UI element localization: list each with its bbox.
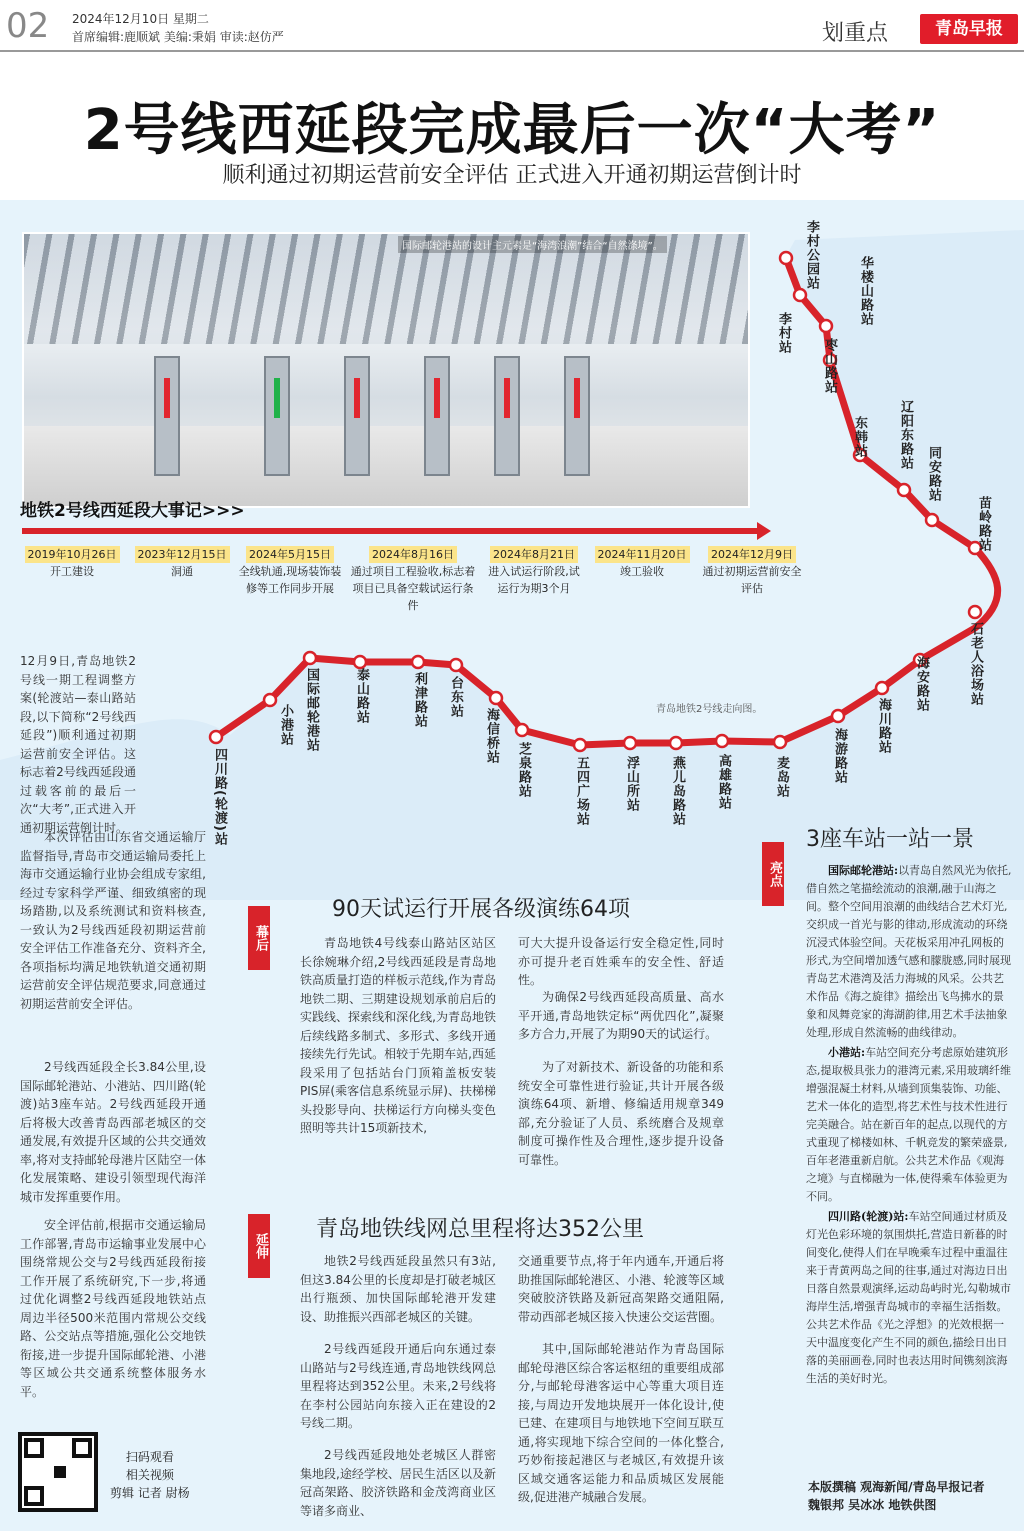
byline-line: 魏银邦 吴冰冰 地铁供图	[808, 1498, 937, 1512]
byline-line: 本版撰稿 观海新闻/青岛早报记者	[808, 1480, 985, 1494]
event-date: 2023年12月15日	[135, 546, 230, 563]
station-label: 辽阳东路站	[898, 400, 913, 470]
body-paragraph: 为确保2号线西延段高质量、高水平开通,青岛地铁定标“两优四化”,凝聚多方合力,开展了为期90天的试运行。	[518, 990, 724, 1041]
photo-caption: 国际邮轮港站的设计主元素是“海湾浪潮”结合“自然涤境”。	[398, 236, 667, 253]
event-date: 2024年8月16日	[369, 546, 457, 563]
qr-caption-line: 相关视频	[125, 1468, 174, 1482]
station-name: 四川路(轮渡)站:	[828, 1210, 909, 1223]
station-label: 李村公园站	[804, 220, 819, 290]
qr-caption	[110, 1448, 190, 1502]
event-text: 竣工验收	[620, 565, 664, 578]
body-paragraph: 安全评估前,根据市交通运输局工作部署,青岛市运输事业发展中心围绕常规公交与2号线西延段衔接工作开展了系统研究,下一步,将通过优化调整2号线西延段地铁站点周边半径500米范围内常规公交线路、公交站点等措施,强化公交地铁衔接,进一步提升国际邮轮港、小港等区域公共交通系统整体服务水平。	[20, 1218, 206, 1399]
section-title: 青岛地铁线网总里程将达352公里	[316, 1217, 644, 1242]
event-date: 2024年11月20日	[595, 546, 690, 563]
station-name: 国际邮轮港站:	[828, 864, 899, 877]
station-description: 车站空间充分考虑原始建筑形态,提取极具张力的港湾元素,采用玻璃纤维增强混凝土材料,从墙到顶集装饰、功能、艺术一体化的造型,将艺术性与技术性进行完美融合。站在新百年的起点,以现代的方式重现了梯楼如林、千帆竞发的繁荣盛景,百年老港重新启航。公共艺术作品《观海之境》与直梯融为一体,使得乘车体验更为不同。	[806, 1046, 1011, 1203]
event-date: 2019年10月26日	[25, 546, 120, 563]
body-paragraph: 为了对新技术、新设备的功能和系统安全可靠性进行验证,共计开展各级演练64项、新增、修编适用规章349部,充分验证了人员、系统磨合及规章制度可操作性及合理性,逐步提升设备可靠性。	[518, 1060, 724, 1167]
event-text: 进入试运行阶段,试运行为期3个月	[488, 565, 580, 595]
event-text: 通过初期运营前安全评估	[702, 565, 802, 595]
station-label: 五四广场站	[574, 756, 589, 826]
station-label: 石老人浴场站	[968, 622, 983, 706]
qr-caption-line: 扫码观看	[125, 1450, 174, 1464]
qr-code[interactable]	[18, 1432, 98, 1512]
station-name: 小港站:	[828, 1046, 866, 1059]
editors-line: 首席编辑:鹿顺斌 美编:秉娟 审读:赵仿严	[72, 30, 284, 44]
station-label: 李村站	[776, 312, 791, 354]
station-label: 苗岭路站	[976, 496, 991, 552]
date-line: 2024年12月10日 星期二	[72, 12, 209, 26]
station-label: 同安路站	[926, 446, 941, 502]
station-label: 海川路站	[876, 698, 891, 754]
station-label: 四川路(轮渡)站	[212, 748, 227, 846]
station-label: 国际邮轮港站	[304, 668, 319, 752]
event-text: 全线轨通,现场装饰装修等工作同步开展	[238, 565, 342, 595]
section-title: 90天试运行开展各级演练64项	[332, 897, 630, 922]
station-label: 东韩站	[852, 416, 867, 458]
page-number: 02	[6, 6, 50, 46]
station-label: 泰山路站	[354, 668, 369, 724]
body-paragraph: 2号线西延段全长3.84公里,设国际邮轮港站、小港站、四川路(轮渡)站3座车站。2号线西延段开通后将极大改善青岛西部老城区的交通发展,有效提升区域的公共交通效率,将对支持邮轮母港片区陆空一体化发展策略、建设引领型现代海洋城市发挥重要作用。	[20, 1060, 206, 1204]
station-label: 燕儿岛路站	[670, 756, 685, 826]
body-paragraph: 地铁2号线西延段虽然只有3站,但这3.84公里的长度却是打破老城区出行瓶颈、加快国际邮轮港开发建设、助推振兴西部老城区的关键。	[300, 1254, 496, 1324]
station-description: 以青岛自然风光为依托,借自然之笔描绘流动的浪潮,融于山海之间。整个空间用浪潮的曲线结合艺术灯光,交织成一首光与影的律动,形成流动的环绕沉浸式体验空间。天花板采用冲孔网板的形式,为空间增加透气感和朦胧感,同时展现青岛艺术港湾及活力海城的风采。公共艺术作品《海之旋律》描绘出飞鸟拂水的景象和凤舞竞家的海湖韵律,用艺术手法抽象处理,形成自然流畅的曲线律动。	[806, 864, 1012, 1039]
section-tag: 亮点	[762, 842, 784, 906]
station-label: 海安路站	[914, 656, 929, 712]
section-tag: 延伸	[248, 1214, 270, 1278]
event-date: 2024年8月21日	[490, 546, 578, 563]
body-paragraph: 其中,国际邮轮港站作为青岛国际邮轮母港区综合客运枢纽的重要组成部分,与邮轮母港客运中心等重大项目连接,与周边开发地块展开一体化设计,使已建、在建项目与地铁地下空间互联互通,将实现地下综合空间的一体化整合,巧妙衔接起港区与老城区,有效提升该区域交通客运能力和品质城区发展能级,促进港产城融合发展。	[518, 1342, 724, 1504]
body-paragraph: 2号线西延段开通后向东通过泰山路站与2号线连通,青岛地铁线网总里程将达到352公里。未来,2号线将在李村公园站向东接入正在建设的2号线二期。	[300, 1342, 496, 1430]
header-info	[72, 10, 284, 46]
section-title: 3座车站一站一景	[806, 827, 974, 852]
station-label: 海信桥站	[484, 708, 499, 764]
qr-caption-line: 剪辑 记者 尉杨	[110, 1486, 190, 1500]
section-tag: 幕后	[248, 906, 270, 970]
station-label: 芝泉路站	[516, 742, 531, 798]
station-label: 台东站	[448, 676, 463, 718]
station-label: 高雄路站	[716, 754, 731, 810]
byline	[808, 1478, 985, 1514]
event-text: 开工建设	[50, 565, 94, 578]
station-label: 利津路站	[412, 672, 427, 728]
event-text: 洞通	[171, 565, 193, 578]
body-paragraph: 2号线西延段地处老城区人群密集地段,途经学校、居民生活区以及新冠高架路、胶济铁路和金茂湾商业区等诸多商业、	[300, 1448, 496, 1518]
subheadline: 顺利通过初期运营前安全评估 正式进入开通初期运营倒计时	[222, 163, 802, 188]
map-caption: 青岛地铁2号线走向图。	[656, 704, 763, 715]
event-date: 2024年12月9日	[708, 546, 796, 563]
station-label: 麦岛站	[774, 756, 789, 798]
newspaper-logo: 青岛早报	[920, 14, 1018, 44]
header-divider	[0, 50, 1024, 52]
station-label: 枣山路站	[822, 338, 837, 394]
body-paragraph: 本次评估由山东省交通运输厅监督指导,青岛市交通运输局委托上海市交通运输行业协会组成专家组,经过专家科学严谨、细致缜密的现场踏勘,以及系统测试和资料核查,一致认为2号线西延段初期运营前安全评估工作准备充分、资料齐全,各项指标均满足地铁轨道交通初期运营前安全评估规范要求,同意通过初期运营前安全评估。	[20, 830, 206, 1011]
body-paragraph: 青岛地铁4号线泰山路站区站区长徐婉琳介绍,2号线西延段是青岛地铁高质量打造的样板示范线,作为青岛地铁二期、三期建设规划承前启后的实践线、探索线和深化线,为青岛地铁后续线路多制式、多形式、多线开通接续先行先试。相较于先期车站,西延段采用了包括站台门顶箱盖板安装PIS屏(乘客信息系统显示屏)、扶梯梯头投影导向、扶梯运行方向梯头变色照明等共计15项新技术,	[300, 936, 496, 1135]
station-description: 车站空间通过材质及灯光色彩环境的氛围烘托,营造日新暮的时间变化,使得人们在早晚乘车过程中重温往来于青黄两岛之间的往事,通过对海边日出日落自然景观演绎,运动岛屿时光,勾勒城市海岸生活,增强青岛城市的幸福生活指数。公共艺术作品《光之浮想》的光效根据一天中温度变化产生不同的颜色,描绘日出日落的美丽画卷,同时也表达用时间镌刻滨海生活的美好时光。	[806, 1210, 1011, 1385]
highlights-column	[806, 862, 1012, 1388]
timeline-title: 地铁2号线西延段大事记>>>	[20, 501, 245, 521]
station-label: 小港站	[278, 704, 293, 746]
station-label: 浮山所站	[624, 756, 639, 812]
body-paragraph: 交通重要节点,将于年内通车,开通后将助推国际邮轮港区、小港、轮渡等区域突破胶济铁路及新冠高架路交通阻隔,带动西部老城区接入快速公交运营圈。	[518, 1254, 724, 1324]
event-date: 2024年5月15日	[246, 546, 334, 563]
event-text: 通过项目工程验收,标志着项目已具备空载试运行条件	[350, 565, 476, 612]
station-label: 华楼山路站	[858, 256, 873, 326]
lead-paragraph: 12月9日,青岛地铁2号线一期工程调整方案(轮渡站—泰山路站段,以下简称“2号线西延段”)顺利通过初期运营前安全评估。这标志着2号线西延段通过载客前的最后一次“大考”,正式进入开通初期运营倒计时。	[20, 654, 136, 835]
station-label: 海游路站	[832, 728, 847, 784]
body-paragraph: 可大大提升设备运行安全稳定性,同时亦可提升老百姓乘车的安全性、舒适性。	[518, 936, 724, 987]
section-label: 划重点	[822, 21, 889, 46]
headline: 2号线西延段完成最后一次“大考”	[83, 98, 941, 163]
